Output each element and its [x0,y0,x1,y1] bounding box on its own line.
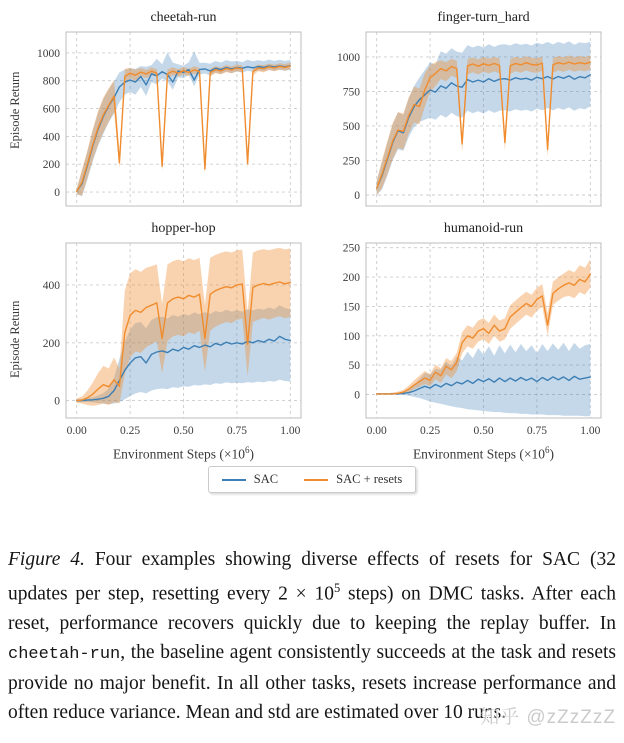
plot-title-finger-turn-hard: finger-turn_hard [437,10,530,25]
svg-text:0.00: 0.00 [366,425,387,437]
caption-math-base: 2 × 10 [278,583,334,605]
subplot-cheetah-run [8,8,324,213]
plot-hopper-hop [24,238,306,442]
svg-text:0: 0 [354,389,360,402]
plot-humanoid-run [324,238,606,442]
svg-text:0.25: 0.25 [120,425,141,437]
y-axis-label-cheetah: Episode Return [8,71,22,150]
plot-title-cheetah-run: cheetah-run [150,10,217,25]
svg-text:50: 50 [348,360,360,373]
figure-caption [8,545,616,727]
svg-text:0: 0 [354,190,360,202]
svg-text:0.50: 0.50 [173,425,194,437]
svg-text:100: 100 [342,330,360,343]
svg-text:0: 0 [54,395,60,408]
svg-text:200: 200 [42,159,60,172]
svg-text:1.00: 1.00 [580,425,601,437]
svg-text:0.50: 0.50 [473,425,494,437]
svg-text:0: 0 [54,187,60,200]
watermark-zhihu: 知乎 @zZzZzZ [480,707,616,728]
svg-text:200: 200 [42,337,60,350]
plot-finger-turn-hard [324,27,606,213]
legend-label-sac: SAC [253,472,279,486]
subplot-hopper-hop [8,219,324,460]
sac-line-swatch [222,479,246,481]
x-axis-label-humanoid: Environment Steps $(\times 10^6)$ [412,445,555,462]
svg-text:500: 500 [342,120,360,133]
svg-text:0.00: 0.00 [66,425,87,437]
svg-text:0.75: 0.75 [526,425,547,437]
caption-code-cheetah-run: cheetah-run [8,644,121,664]
plot-cheetah-run [24,27,306,213]
sac-resets-line-swatch [304,479,328,481]
subplot-finger-turn-hard [324,8,616,213]
svg-text:1000: 1000 [337,51,360,64]
legend-item-sac-resets [304,472,402,487]
caption-text-3: , the baseline agent consistently succeeds at the task and resets provide no major benefit. In all other tasks, resets increase performance and often reduce variance. Mean and std are estimated over 10 runs. [8,641,616,723]
svg-text:750: 750 [342,86,360,99]
plot-title-hopper-hop: hopper-hop [151,221,216,236]
subplot-humanoid-run [324,219,616,460]
svg-text:600: 600 [42,103,60,116]
y-axis-label-hopper: Episode Return [8,300,22,379]
svg-text:1.00: 1.00 [280,425,301,437]
caption-math-exponent: 5 [333,581,341,595]
legend-label-sac-resets: SAC + resets [336,472,403,486]
plot-title-humanoid-run: humanoid-run [443,221,524,236]
caption-text-2: steps) on DMC tasks. After each reset, performance recovers quickly due to keeping the replay buffer. In [8,583,617,634]
x-axis-label-hopper: Environment Steps $(\times 10^6)$ [112,445,255,462]
svg-text:250: 250 [342,242,360,255]
caption-text-1: Four examples showing diverse effects of resets for SAC (32 updates per step, resetting every [8,549,616,605]
svg-text:200: 200 [342,272,360,285]
svg-text:150: 150 [342,301,360,314]
svg-text:0.25: 0.25 [420,425,441,437]
svg-text:400: 400 [42,131,60,144]
svg-text:800: 800 [42,75,60,88]
svg-text:400: 400 [42,279,60,292]
svg-text:250: 250 [342,155,360,168]
svg-text:1000: 1000 [37,47,60,60]
svg-text:0.75: 0.75 [226,425,247,437]
legend-item-sac [222,472,278,487]
legend [208,466,416,493]
caption-figure-label: Figure 4. [8,549,85,570]
